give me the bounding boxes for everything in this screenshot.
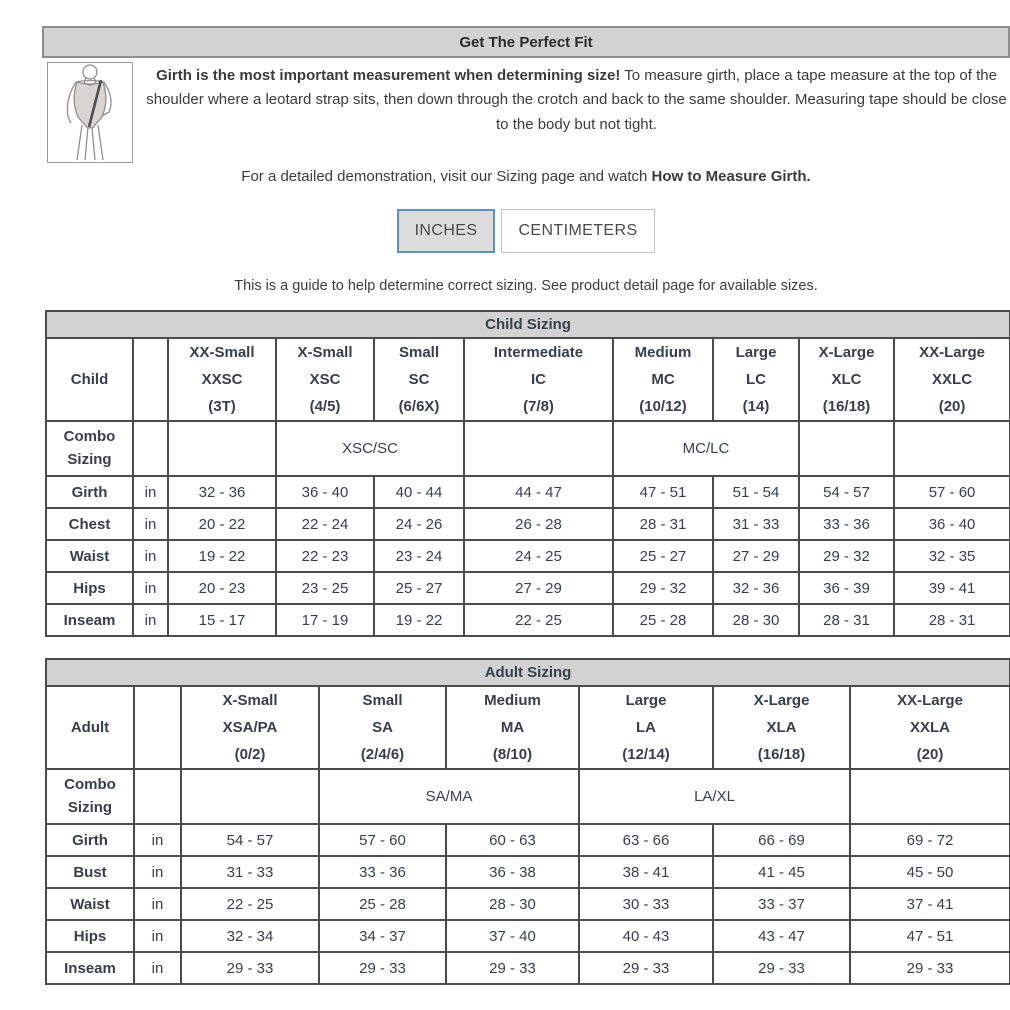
size-range-cell: 31 - 33 [713, 508, 799, 540]
measurement-label: Inseam [46, 952, 134, 984]
child-sizing-table [45, 310, 1010, 637]
size-column-name: X-Large [818, 344, 875, 361]
size-range-cell: 22 - 25 [181, 888, 319, 920]
combo-sizing-cell [181, 769, 319, 824]
size-range-cell: 30 - 33 [579, 888, 713, 920]
size-range-cell: 38 - 41 [579, 856, 713, 888]
demo-instruction-bold: How to Measure Girth. [651, 168, 811, 185]
size-column-header [850, 686, 1010, 769]
measurement-label: Bust [46, 856, 134, 888]
combo-sizing-cell [464, 421, 613, 476]
size-range-cell: 29 - 32 [613, 572, 713, 604]
combo-sizing-cell: LA/XL [579, 769, 850, 824]
unit-column-header-cell [134, 686, 181, 769]
size-range-cell: 33 - 36 [799, 508, 894, 540]
size-range-cell: 29 - 33 [319, 952, 446, 984]
size-range-cell: 57 - 60 [319, 824, 446, 856]
size-range-cell: 43 - 47 [713, 920, 850, 952]
size-column-code: XXSC [201, 371, 243, 388]
size-column-name: X-Large [753, 692, 810, 709]
size-range-cell: 24 - 25 [464, 540, 613, 572]
combo-sizing-cell [894, 421, 1010, 476]
size-column-code: XLC [831, 371, 862, 388]
measurement-label: Chest [46, 508, 133, 540]
size-column-header [713, 686, 850, 769]
girth-intro-body: To measure girth, place a tape measure at the top of the shoulder where a leotard strap sits, then down through the crotch and back to the same shoulder. Measuring tape should be close to the body but not tight. [146, 67, 1007, 133]
adult-table-combo-label: Combo Sizing [46, 769, 134, 824]
size-range-cell: 32 - 36 [168, 476, 276, 508]
size-guide-page [42, 26, 1010, 985]
size-range-cell: 23 - 25 [276, 572, 374, 604]
unit-cell: in [133, 540, 168, 572]
size-column-name: Small [398, 344, 440, 361]
sizing-guide-note: This is a guide to help determine correct sizing. See product detail page for available sizes. [234, 278, 818, 294]
size-column-header [168, 338, 276, 421]
size-range-cell: 25 - 28 [319, 888, 446, 920]
size-range-cell: 20 - 23 [168, 572, 276, 604]
size-range-cell: 33 - 36 [319, 856, 446, 888]
size-column-code: XLA [766, 719, 797, 736]
size-range-cell: 17 - 19 [276, 604, 374, 636]
size-column-range: (7/8) [523, 398, 554, 415]
page-title-text: Get The Perfect Fit [459, 33, 593, 51]
demo-instruction-text: For a detailed demonstration, visit our Sizing page and watch [241, 168, 652, 185]
size-column-header [374, 338, 464, 421]
size-column-range: (0/2) [234, 746, 266, 763]
child-table-group-label: Child [46, 338, 133, 421]
size-column-range: (16/18) [822, 398, 871, 415]
size-column-range: (12/14) [622, 746, 670, 763]
adult-table-title: Adult Sizing [46, 659, 1010, 686]
size-range-cell: 37 - 40 [446, 920, 579, 952]
measurement-label: Hips [46, 920, 134, 952]
unit-cell: in [134, 952, 181, 984]
size-column-range: (4/5) [309, 398, 341, 415]
size-column-name: XX-Large [897, 692, 963, 709]
size-column-name: Medium [484, 692, 541, 709]
size-column-range: (3T) [208, 398, 236, 415]
size-range-cell: 27 - 29 [464, 572, 613, 604]
size-range-cell: 44 - 47 [464, 476, 613, 508]
girth-intro-paragraph [133, 62, 1010, 164]
girth-intro-section [42, 62, 1010, 164]
size-column-name: Medium [634, 344, 692, 361]
size-range-cell: 25 - 28 [613, 604, 713, 636]
combo-sizing-cell [168, 421, 276, 476]
combo-sizing-cell: XSC/SC [276, 421, 464, 476]
size-range-cell: 57 - 60 [894, 476, 1010, 508]
size-range-cell: 28 - 30 [713, 604, 799, 636]
size-range-cell: 36 - 40 [894, 508, 1010, 540]
size-column-code: IC [531, 371, 546, 388]
size-column-range: (16/18) [757, 746, 806, 763]
combo-sizing-cell: SA/MA [319, 769, 579, 824]
size-column-header [319, 686, 446, 769]
size-range-cell: 24 - 26 [374, 508, 464, 540]
adult-sizing-table [45, 658, 1010, 985]
size-column-range: (8/10) [492, 746, 533, 763]
size-range-cell: 63 - 66 [579, 824, 713, 856]
measurement-label: Waist [46, 888, 134, 920]
size-column-name: XX-Small [189, 344, 255, 361]
child-table-title: Child Sizing [46, 311, 1010, 338]
size-range-cell: 28 - 31 [799, 604, 894, 636]
unit-cell: in [133, 572, 168, 604]
size-range-cell: 47 - 51 [613, 476, 713, 508]
size-range-cell: 54 - 57 [799, 476, 894, 508]
size-column-code: MA [500, 719, 525, 736]
unit-cell: in [134, 920, 181, 952]
measurement-label: Girth [46, 476, 133, 508]
size-column-name: X-Small [297, 344, 353, 361]
size-range-cell: 28 - 31 [894, 604, 1010, 636]
size-range-cell: 22 - 24 [276, 508, 374, 540]
size-column-header [799, 338, 894, 421]
size-range-cell: 29 - 33 [446, 952, 579, 984]
size-column-name: Large [625, 692, 667, 709]
size-range-cell: 20 - 22 [168, 508, 276, 540]
measurement-label: Waist [46, 540, 133, 572]
size-column-code: LC [746, 371, 766, 388]
combo-sizing-cell [799, 421, 894, 476]
size-column-header [446, 686, 579, 769]
centimeters-button[interactable]: CENTIMETERS [501, 209, 655, 253]
size-range-cell: 29 - 33 [850, 952, 1010, 984]
measurement-label: Inseam [46, 604, 133, 636]
size-column-name: XX-Large [919, 344, 985, 361]
size-range-cell: 27 - 29 [713, 540, 799, 572]
demo-instruction [42, 168, 1010, 185]
size-column-range: (20) [916, 746, 944, 763]
size-range-cell: 19 - 22 [374, 604, 464, 636]
size-range-cell: 28 - 30 [446, 888, 579, 920]
size-range-cell: 33 - 37 [713, 888, 850, 920]
size-range-cell: 36 - 40 [276, 476, 374, 508]
size-column-header [276, 338, 374, 421]
size-column-code: SA [372, 719, 393, 736]
size-column-name: Small [362, 692, 403, 709]
size-range-cell: 45 - 50 [850, 856, 1010, 888]
unit-cell: in [133, 476, 168, 508]
inches-button[interactable]: INCHES [397, 209, 495, 253]
size-range-cell: 29 - 33 [713, 952, 850, 984]
size-range-cell: 40 - 44 [374, 476, 464, 508]
size-range-cell: 69 - 72 [850, 824, 1010, 856]
size-column-name: X-Small [222, 692, 278, 709]
adult-table-group-label: Adult [46, 686, 134, 769]
size-range-cell: 23 - 24 [374, 540, 464, 572]
size-range-cell: 32 - 34 [181, 920, 319, 952]
size-column-range: (20) [938, 398, 966, 415]
unit-toggle [42, 209, 1010, 253]
size-range-cell: 40 - 43 [579, 920, 713, 952]
size-range-cell: 26 - 28 [464, 508, 613, 540]
size-range-cell: 22 - 25 [464, 604, 613, 636]
size-column-name: Large [735, 344, 777, 361]
page-title [42, 26, 1010, 58]
size-range-cell: 15 - 17 [168, 604, 276, 636]
size-column-header [894, 338, 1010, 421]
unit-cell: in [134, 856, 181, 888]
combo-sizing-cell: MC/LC [613, 421, 799, 476]
girth-measurement-figure [47, 62, 133, 163]
size-range-cell: 25 - 27 [374, 572, 464, 604]
size-range-cell: 22 - 23 [276, 540, 374, 572]
size-range-cell: 32 - 35 [894, 540, 1010, 572]
size-column-header [713, 338, 799, 421]
girth-intro-lead: Girth is the most important measurement when determining size! [156, 67, 621, 84]
size-range-cell: 29 - 32 [799, 540, 894, 572]
size-range-cell: 39 - 41 [894, 572, 1010, 604]
size-column-header [579, 686, 713, 769]
size-column-code: XXLC [932, 371, 973, 388]
unit-cell: in [134, 888, 181, 920]
child-table-combo-label: Combo Sizing [46, 421, 133, 476]
size-column-code: MC [651, 371, 675, 388]
size-range-cell: 34 - 37 [319, 920, 446, 952]
size-column-range: (14) [742, 398, 770, 415]
size-range-cell: 29 - 33 [579, 952, 713, 984]
unit-cell: in [133, 604, 168, 636]
size-range-cell: 32 - 36 [713, 572, 799, 604]
unit-column-header-cell [133, 338, 168, 421]
unit-cell-empty [133, 421, 168, 476]
size-column-code: XXLA [910, 719, 951, 736]
measurement-label: Girth [46, 824, 134, 856]
size-range-cell: 37 - 41 [850, 888, 1010, 920]
unit-cell: in [133, 508, 168, 540]
size-range-cell: 54 - 57 [181, 824, 319, 856]
size-range-cell: 28 - 31 [613, 508, 713, 540]
unit-cell: in [134, 824, 181, 856]
size-column-header [613, 338, 713, 421]
size-range-cell: 60 - 63 [446, 824, 579, 856]
size-range-cell: 66 - 69 [713, 824, 850, 856]
size-range-cell: 19 - 22 [168, 540, 276, 572]
size-range-cell: 31 - 33 [181, 856, 319, 888]
size-range-cell: 36 - 39 [799, 572, 894, 604]
size-range-cell: 47 - 51 [850, 920, 1010, 952]
size-range-cell: 41 - 45 [713, 856, 850, 888]
size-column-code: LA [636, 719, 656, 736]
size-column-header [181, 686, 319, 769]
size-column-code: SC [408, 371, 430, 388]
combo-sizing-cell [850, 769, 1010, 824]
unit-cell-empty [134, 769, 181, 824]
size-column-range: (2/4/6) [360, 746, 405, 763]
size-range-cell: 36 - 38 [446, 856, 579, 888]
measurement-label: Hips [46, 572, 133, 604]
size-column-code: XSC [309, 371, 341, 388]
size-column-name: Intermediate [493, 344, 584, 361]
size-column-range: (10/12) [639, 398, 687, 415]
size-column-code: XSA/PA [222, 719, 278, 736]
size-range-cell: 51 - 54 [713, 476, 799, 508]
size-column-header [464, 338, 613, 421]
size-column-range: (6/6X) [398, 398, 440, 415]
size-range-cell: 29 - 33 [181, 952, 319, 984]
leotard-girth-diagram-icon [48, 63, 132, 162]
size-range-cell: 25 - 27 [613, 540, 713, 572]
